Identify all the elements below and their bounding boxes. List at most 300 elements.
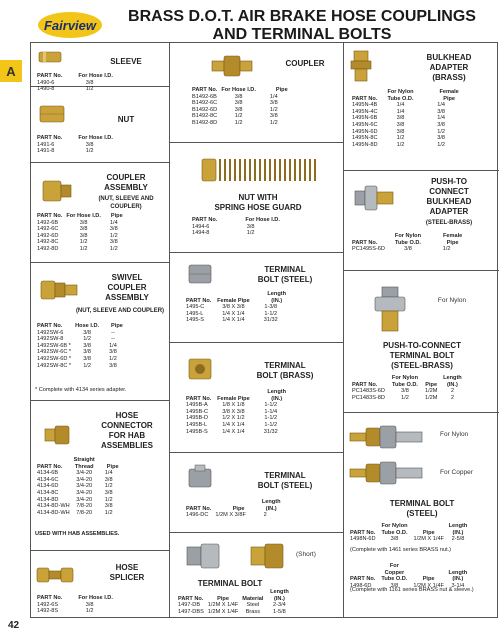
title-line: CONNECT [429, 187, 469, 196]
title-line: PUSH-TO [431, 177, 467, 186]
hose-connector-image [43, 423, 73, 447]
cell: 3/4-20 [76, 489, 93, 496]
col-header: Female Pipe [217, 297, 250, 304]
cell: 1/2 X 1/2 [222, 415, 245, 422]
cell: 3/8 [401, 388, 409, 395]
table-row [35, 226, 125, 233]
col-header: PART No. [192, 217, 218, 223]
cell: 1-1/4 [264, 408, 278, 415]
table-row [190, 113, 290, 120]
terminal-steel-table [184, 291, 288, 324]
cell: 1/2 [85, 86, 94, 93]
title-line: ADAPTER [429, 207, 469, 216]
cell: 3/8 [269, 113, 278, 120]
cell: 3/8 X 3/8 [222, 304, 245, 311]
col-header: PART No. [186, 297, 212, 304]
title-line: BOLT (STEEL) [257, 275, 313, 284]
coupler-assembly-table [35, 213, 125, 253]
nut-spring-title [180, 193, 336, 213]
title-line: (BRASS) [432, 73, 466, 82]
hose-connector-note: USED WITH HAB ASSEMBLIES. [35, 531, 120, 537]
cell: 3/8 [109, 239, 118, 246]
cell: 1/4 [269, 93, 278, 100]
cell: PC1483S-8D [352, 394, 385, 401]
cell: 4134-8D-WH [37, 503, 70, 510]
col-header: PART No. [350, 529, 376, 536]
col-header: PART No. [178, 595, 204, 602]
section-tab[interactable]: A [0, 60, 22, 82]
terminal-bolt-section [170, 533, 343, 619]
cell: 3/4-20 [76, 496, 93, 503]
nut-image [37, 103, 67, 125]
cell: 1497-DBS [178, 608, 204, 615]
nut-title: NUT [117, 115, 135, 124]
terminal-nylon-image [348, 423, 428, 451]
push-terminal-section [344, 271, 499, 413]
cell: -- [111, 336, 115, 343]
cell: 1/2 [246, 230, 255, 237]
cell: 1492SW-8C * [37, 362, 72, 369]
coupler-assembly-image [41, 177, 73, 205]
cell: 3-1/4 [451, 582, 465, 589]
table-row [190, 100, 290, 107]
table-row [35, 220, 125, 227]
title-line: ADAPTER [429, 63, 469, 72]
terminal-steel-2-table [184, 499, 283, 519]
title-line: HOSE [115, 411, 139, 420]
table-row [350, 388, 465, 395]
cell: 2 [450, 388, 454, 395]
cell: 3/8 [396, 128, 405, 135]
cell: 3/8 [109, 226, 118, 233]
spring-guard-image [200, 155, 320, 185]
cell: 7/8-20 [76, 509, 93, 516]
terminal-brass-table [184, 389, 288, 435]
terminal-copper-image [348, 459, 428, 487]
cell: 1498N-6D [350, 536, 376, 543]
table-row [350, 109, 461, 116]
table-row [35, 330, 125, 337]
cell: 1/4 X 1/4 [222, 428, 245, 435]
cell: 2 [263, 512, 267, 519]
cell: 3/8 [104, 503, 113, 510]
bulkhead-title [404, 53, 494, 83]
col-header: Length (IN.) [448, 523, 468, 536]
table-row [35, 510, 121, 517]
table-row [184, 317, 288, 324]
col-header: PART No. [37, 595, 63, 601]
cell: 1/4 [437, 102, 446, 109]
table-row [35, 490, 121, 497]
cell: 1/2M X 1/4F [207, 602, 239, 609]
for-nylon-label-2: For Nylon [440, 431, 469, 438]
cell: 1/2 [104, 496, 113, 503]
table-row [184, 409, 288, 416]
table-row [190, 230, 282, 237]
cell: 3/8 [79, 226, 88, 233]
cell: 1/2 [109, 232, 118, 239]
cell: 2-5/8 [451, 536, 465, 543]
cell: 2-3/4 [273, 602, 286, 609]
cell: 1490-6 [37, 79, 55, 86]
col-header: PART No. [37, 463, 63, 470]
col-header: For Hose I.D. [78, 595, 113, 601]
cell: 1/2 [234, 119, 243, 126]
cell: 1495-L [186, 310, 204, 317]
terminal-steel-3-title [352, 499, 492, 519]
col-header: For Nylon Tube O.D. [391, 375, 419, 388]
cell: 4134-6B [37, 470, 59, 477]
col-header: For Hose I.D. [66, 213, 101, 219]
cell: 1495N-4C [352, 108, 378, 115]
cell: 1491-8 [37, 148, 55, 155]
table-row [35, 233, 125, 240]
cell: 1/2 [83, 336, 91, 343]
cell: 1498-6D [350, 582, 372, 589]
cell: 3/8 [79, 219, 88, 226]
table-row [348, 536, 470, 543]
cell: 1/8 X 1/8 [222, 402, 245, 409]
cell: 3/8 [85, 79, 94, 86]
column-1 [31, 43, 170, 617]
cell: 1/2M X 1/4F [413, 582, 444, 589]
col-header: Pipe [217, 595, 229, 602]
title-line: TERMINAL [264, 361, 306, 370]
cell: 1/2 [109, 245, 118, 252]
table-row [35, 470, 121, 477]
terminal-steel-3-section [344, 413, 499, 619]
col-header: For Nylon Tube O.D. [394, 233, 422, 246]
title-line: BULKHEAD [426, 53, 472, 62]
swivel-coupler-subtitle: (NUT, SLEEVE AND COUPLER) [75, 308, 165, 314]
title-line-1: BRASS D.O.T. AIR BRAKE HOSE COUPLINGS [128, 8, 476, 25]
col-header: PART No. [352, 381, 378, 388]
table-row [350, 395, 465, 402]
col-header: PART No. [186, 395, 212, 402]
cell: 1/2M X 3/8F [215, 512, 246, 519]
cell: 1/2M X 1/4F [207, 608, 239, 615]
cell: B1492-8D [192, 119, 218, 126]
cell: 1492SW-6D * [37, 355, 72, 362]
cell: 1492-8C [37, 239, 59, 246]
cell: 3/8 [234, 93, 243, 100]
cell: 1492-6B [37, 219, 59, 226]
cell: B1492-6C [192, 100, 218, 107]
cell: 1492-6C [37, 226, 59, 233]
col-header: Pipe [425, 381, 438, 388]
cell: 1/4 X 1/4 [222, 421, 245, 428]
title-line: (STEEL-BRASS) [391, 361, 453, 370]
title-line: COUPLER [106, 173, 146, 182]
cell: 1/2M [424, 394, 438, 401]
col-header: For Hose I.D. [78, 73, 113, 79]
cell: -- [111, 329, 115, 336]
table-row [35, 349, 125, 356]
cell: 1-1/2 [264, 415, 278, 422]
cell: 1/2 [437, 141, 446, 148]
table-row [35, 503, 121, 510]
cell: B1492-6D [192, 106, 218, 113]
table-row [176, 609, 293, 616]
cell: 1/2M X 1/4F [413, 536, 444, 543]
col-header: PART No. [37, 73, 63, 79]
column-2 [170, 43, 344, 617]
terminal-bolt-table [176, 589, 293, 615]
cell: 3/4-20 [76, 483, 93, 490]
sleeve-section [31, 43, 169, 93]
cell: 1491-6 [37, 141, 55, 148]
cell: 1492SW-6 [37, 329, 64, 336]
cell: 1/2M [424, 388, 438, 395]
title-line: COUPLER [107, 283, 147, 292]
terminal-brass-title [230, 361, 340, 381]
terminal-steel-title [230, 265, 340, 285]
col-header: For Hose I.D. [78, 135, 113, 141]
cell: 1/2 [234, 113, 243, 120]
col-header: Pipe [110, 213, 123, 219]
title-line: PUSH-TO-CONNECT [382, 341, 462, 350]
title-line: NUT WITH [238, 193, 278, 202]
col-header: For Copper Tube O.D. [381, 563, 408, 583]
cell: 1/2 [269, 119, 278, 126]
terminal-steel-section [170, 253, 343, 343]
cell: 1495B-A [186, 402, 208, 409]
title-line: ASSEMBLY [105, 293, 149, 302]
table-row [35, 239, 125, 246]
cell: 1495N-6B [352, 115, 378, 122]
col-header: PART No. [350, 576, 376, 583]
cell: 1495N-6D [352, 128, 378, 135]
table-row [35, 363, 125, 370]
cell: 1495B-S [186, 428, 208, 435]
cell: 3/8 [396, 121, 405, 128]
table-row [35, 336, 125, 343]
cell: 31/32 [263, 317, 278, 324]
cell: 3/8 [234, 100, 243, 107]
swivel-coupler-note: * Complete with 4134 series adapter. [35, 387, 127, 393]
table-row [35, 246, 125, 253]
cell: 1492-6S [37, 601, 59, 608]
table-row [176, 602, 293, 609]
cell: 3/8 [85, 141, 94, 148]
cell: 1/4 [104, 470, 113, 477]
cell: 1/2 [104, 509, 113, 516]
push-terminal-title [352, 341, 492, 371]
push-terminal-image [370, 285, 410, 335]
coupler-assembly-subtitle: (NUT, SLEEVE AND COUPLER) [98, 196, 154, 210]
hose-splicer-table [35, 595, 115, 615]
col-header: PART No. [352, 239, 378, 246]
bulkhead-table [350, 89, 461, 148]
table-row [350, 135, 461, 142]
nut-section [31, 87, 169, 163]
cell: 1/4 [109, 342, 117, 349]
table-row [190, 120, 290, 127]
cell: 3/8 [390, 536, 399, 543]
cell: 1/2 [83, 362, 91, 369]
title-line: FOR HAB [108, 431, 146, 440]
cell: 1495N-6C [352, 121, 378, 128]
cell: 1/2 [79, 245, 88, 252]
short-label: (Short) [296, 551, 316, 558]
cell: Steel [246, 602, 260, 609]
header-line: Straight [73, 457, 95, 463]
cell: 3/8 [83, 342, 91, 349]
cell: 3/8 [83, 329, 91, 336]
cell: 3/8 [234, 106, 243, 113]
for-copper-label: For Copper [440, 469, 473, 476]
coupler-assembly-title [83, 173, 169, 193]
col-header: Female Pipe [439, 89, 459, 102]
table-row [350, 115, 461, 122]
cell: PC1495S-6D [352, 246, 385, 253]
col-header: PART No. [37, 135, 63, 141]
cell: 1/2 [79, 239, 88, 246]
hose-connector-title [87, 411, 167, 451]
title-line: SWIVEL [111, 273, 143, 282]
push-bulkhead-image [352, 183, 396, 213]
cell: 1/2 [269, 106, 278, 113]
cell: 1495-C [186, 304, 205, 311]
cell: 1496-DC [186, 512, 209, 519]
title-line-2: AND TERMINAL BOLTS [212, 26, 392, 43]
cell: 1495B-C [186, 408, 209, 415]
cell: 1495N-4B [352, 102, 378, 109]
terminal-steel-2-section [170, 453, 343, 533]
nut-spring-table [190, 217, 282, 237]
cell: 1/2 [104, 483, 113, 490]
cell: 3/8 [104, 476, 113, 483]
cell: 1497-DB [178, 602, 201, 609]
coupler-section [170, 43, 343, 143]
title-line: BOLT (BRASS) [256, 371, 314, 380]
table-row [35, 497, 121, 504]
cell: 3/8 [83, 349, 91, 356]
cell: 1-1/2 [264, 310, 278, 317]
table-row [350, 122, 461, 129]
cell: 3/8 [437, 108, 446, 115]
swivel-coupler-image [39, 277, 79, 303]
coupler-table [190, 87, 290, 127]
col-header: Length (IN.) [261, 499, 281, 512]
table-row [184, 304, 288, 311]
page-title [112, 8, 492, 44]
title-line: ASSEMBLIES [100, 441, 153, 450]
table-row [190, 224, 282, 231]
col-header: For Hose I.D. [221, 87, 256, 93]
cell: 1/2 [396, 141, 405, 148]
cell: 3/8 [246, 223, 255, 230]
table-row [35, 608, 115, 615]
cell: 1/2 [396, 135, 405, 142]
col-header: Female Pipe [442, 233, 463, 246]
table-row [350, 246, 464, 253]
cell: Brass [245, 608, 260, 615]
cell: 3/4-20 [76, 470, 93, 477]
coupler-assembly-section [31, 163, 169, 263]
title-line: BOLT (STEEL) [257, 481, 313, 490]
swivel-coupler-table [35, 323, 125, 369]
cell: 1/2 [85, 608, 94, 615]
col-header: Length (IN.) [270, 589, 289, 602]
cell: 3/4-20 [76, 476, 93, 483]
cell: B1492-8C [192, 113, 218, 120]
col-header: Length (IN.) [267, 291, 287, 304]
cell: 1-1/2 [264, 402, 278, 409]
cell: B1492-6B [192, 93, 217, 100]
col-header: Material [242, 595, 264, 602]
col-header: PART No. [192, 87, 218, 93]
title-line: TERMINAL BOLT [389, 499, 455, 508]
hose-splicer-title [87, 563, 167, 583]
col-header: PART No. [352, 95, 378, 102]
cell: 3/8 [269, 100, 278, 107]
col-header: Length (IN.) [448, 569, 468, 583]
terminal-bolt-brass-image [248, 541, 288, 571]
col-header: Pipe [275, 87, 288, 93]
fairview-logo [38, 12, 102, 38]
col-header: Pipe [422, 576, 435, 583]
table-row [190, 94, 290, 101]
cell: 31/32 [263, 428, 278, 435]
cell: 1/2 [437, 128, 446, 135]
cell: 1495B-D [186, 415, 209, 422]
col-header: Pipe [111, 323, 123, 329]
title-line: TERMINAL [264, 265, 306, 274]
catalog-grid [30, 42, 498, 618]
cell: 1/4 [109, 219, 118, 226]
cell: 1/2 [401, 394, 409, 401]
swivel-coupler-title [87, 273, 167, 303]
title-line: TERMINAL [264, 471, 306, 480]
cell: 3/8 [404, 246, 412, 253]
cell: 1/4 [437, 115, 446, 122]
terminal-steel-image [186, 261, 216, 287]
terminal-bolt-steel-image [184, 541, 224, 571]
table-row [184, 311, 288, 318]
hose-splicer-section [31, 551, 169, 619]
title-line: TERMINAL BOLT [389, 351, 455, 360]
cell: 3/8 [79, 232, 88, 239]
table-row [184, 429, 288, 436]
terminal-nylon-table [348, 523, 470, 543]
title-line: (STEEL) [406, 509, 438, 518]
nut-spring-section [170, 143, 343, 253]
cell: 1494-6 [192, 223, 210, 230]
hose-splicer-image [35, 565, 75, 585]
cell: 4134-8C [37, 489, 59, 496]
coupler-title: COUPLER [285, 59, 325, 68]
swivel-coupler-section [31, 263, 169, 401]
cell: 3/8 [396, 115, 405, 122]
sleeve-title: SLEEVE [110, 57, 142, 66]
hose-connector-section [31, 401, 169, 551]
col-header: Hose I.D. [75, 323, 100, 329]
copper-note: (Complete with 1161 series BRASS nut & sleeve.) [350, 587, 474, 593]
terminal-steel-2-title [230, 471, 340, 491]
table-row [190, 107, 290, 114]
cell: 2 [450, 394, 454, 401]
cell: 4134-8D [37, 496, 59, 503]
title-line: SPLICER [109, 573, 145, 582]
col-header: Pipe [106, 463, 119, 470]
table-row [184, 402, 288, 409]
table-row [35, 477, 121, 484]
push-bulkhead-table [350, 233, 464, 253]
cell: 1/4 [396, 102, 405, 109]
cell: 3/8 [390, 582, 399, 589]
header-line: Thread [74, 463, 94, 470]
